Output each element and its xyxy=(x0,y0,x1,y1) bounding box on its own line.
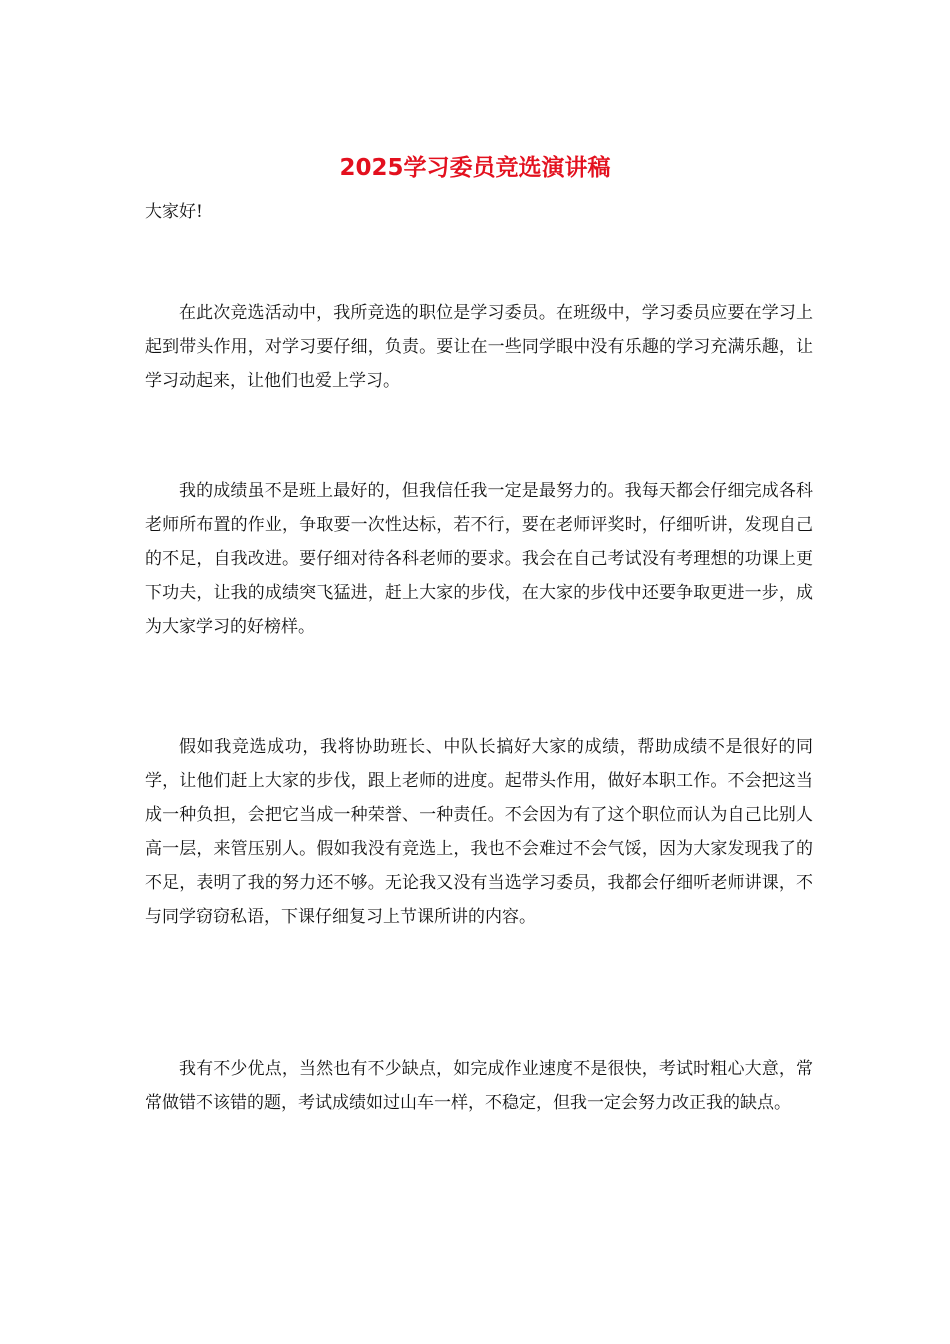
paragraph-1: 在此次竞选活动中，我所竞选的职位是学习委员。在班级中，学习委员应要在学习上起到带头作用，对学习要仔细，负责。要让在一些同学眼中没有乐趣的学习充满乐趣，让学习动起来，让他们也爱上学习。 xyxy=(145,303,813,391)
paragraph-2: 我的成绩虽不是班上最好的，但我信任我一定是最努力的。我每天都会仔细完成各科老师所布置的作业，争取要一次性达标，若不行，要在老师评奖时，仔细听讲，发现自己的不足，自我改进。要仔细对待各科老师的要求。我会在自己考试没有考理想的功课上更下功夫，让我的成绩突飞猛进，赶上大家的步伐，在大家的步伐中还要争取更进一步，成为大家学习的好榜样。 xyxy=(145,481,813,637)
document-title: 2025学习委员竞选演讲稿 xyxy=(339,155,611,181)
greeting-line: 大家好! xyxy=(145,202,203,222)
paragraph-3: 假如我竞选成功，我将协助班长、中队长搞好大家的成绩，帮助成绩不是很好的同学，让他们赶上大家的步伐，跟上老师的进度。起带头作用，做好本职工作。不会把这当成一种负担，会把它当成一种荣誉、一种责任。不会因为有了这个职位而认为自己比别人高一层，来管压别人。假如我没有竞选上，我也不会难过不会气馁，因为大家发现我了的不足，表明了我的努力还不够。无论我又没有当选学习委员，我都会仔细听老师讲课，不与同学窃窃私语，下课仔细复习上节课所讲的内容。 xyxy=(145,737,813,927)
paragraph-4: 我有不少优点，当然也有不少缺点，如完成作业速度不是很快，考试时粗心大意，常常做错不该错的题，考试成绩如过山车一样，不稳定，但我一定会努力改正我的缺点。 xyxy=(145,1059,813,1113)
